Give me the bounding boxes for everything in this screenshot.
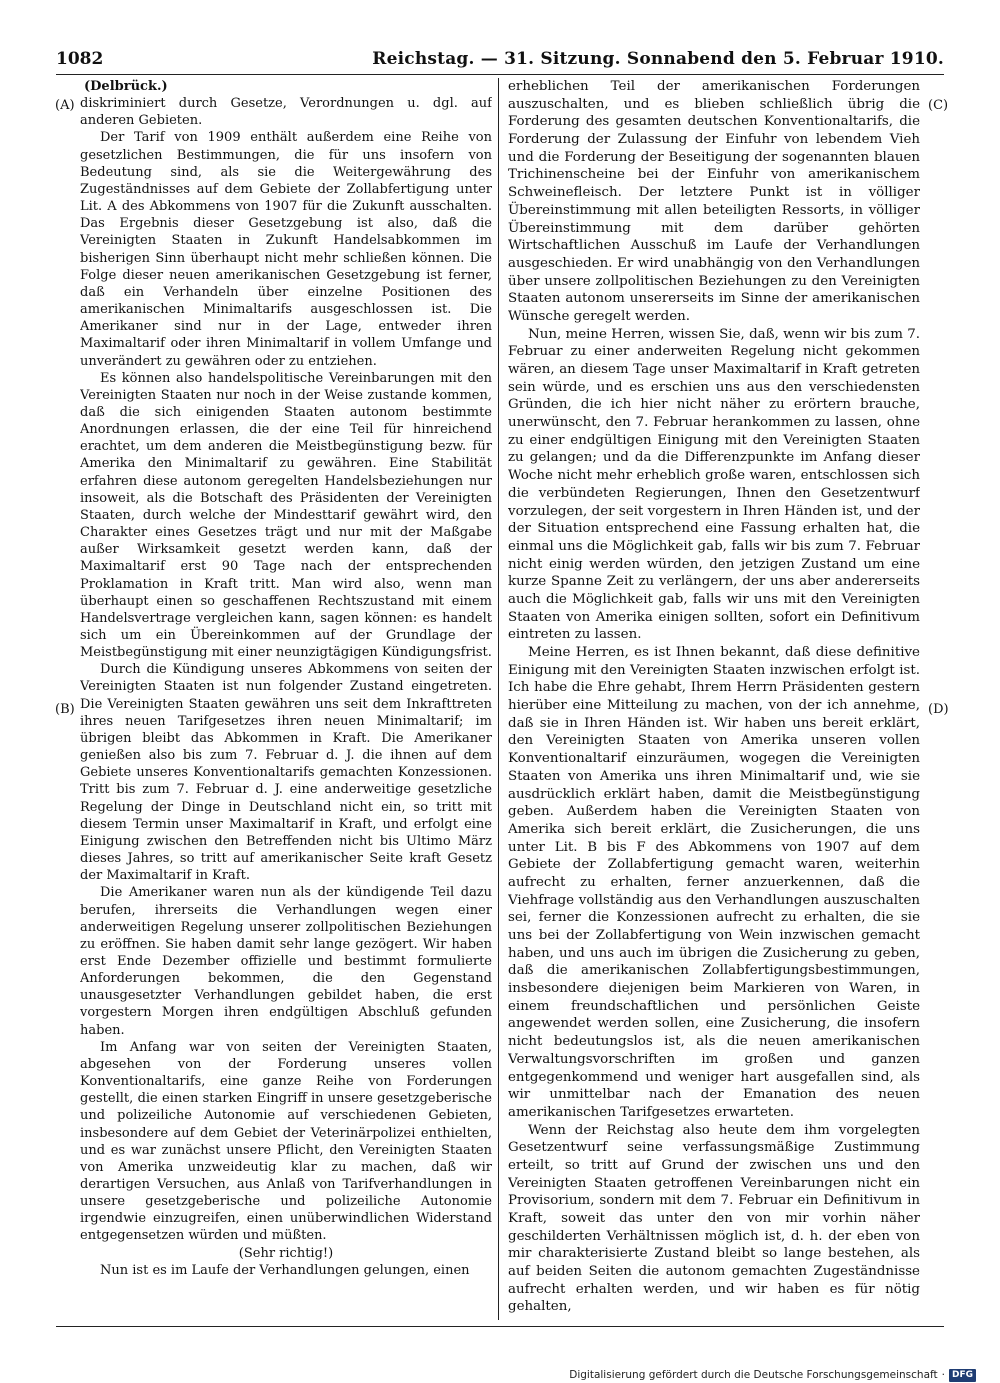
paragraph: diskriminiert durch Gesetze, Verordnungen u. dgl. auf anderen Gebieten. (80, 96, 492, 129)
credit-text: Digitalisierung gefördert durch die Deutsche Forschungsgemeinschaft (569, 1369, 938, 1381)
column-divider (498, 78, 499, 1320)
bottom-rule (56, 1326, 944, 1327)
paragraph: Nun, meine Herren, wissen Sie, daß, wenn wir bis zum 7. Februar zu einer anderweiten Regelung nicht gekommen wären, an diesem Tage unser Maximaltarif in Kraft getreten sein würde, und es erschien uns aus den verschiedensten Gründen, die ich hier nicht näher zu erörtern brauche, unerwünscht, den 7. Februar herankommen zu lassen, ohne zu einer endgültigen Einigung mit den Vereinigten Staaten zu gelangen; und da die Differenzpunkte im Anfang dieser Woche nicht mehr erheblich große waren, entschlossen sich die verbündeten Regierungen, Ihnen den Gesetzentwurf vorzulegen, der seit vorgestern in Ihren Händen ist, und der der Situation entsprechend eine Fassung erhalten hat, die einmal uns die Möglichkeit gab, falls wir bis zum 7. Februar nicht einig werden würden, den jetzigen Zustand um eine kurze Spanne Zeit zu verlängern, der uns aber andererseits auch die Möglichkeit gab, falls wir uns mit den Vereinigten Staaten von Amerika einigen sollten, sofort ein Definitivum eintreten zu lassen. (508, 326, 920, 643)
paragraph: Nun ist es im Laufe der Verhandlungen gelungen, einen (100, 1262, 470, 1278)
paragraph: Im Anfang war von seiten der Vereinigten Staaten, abgesehen von der Forderung unseres vollen Konventionaltarifs, eine ganze Reihe von Forderungen gestellt, die einen starken Eingriff in unsere gesetzgeberische und polizeiliche Autonomie auf verschiedenen Gebieten, insbesondere auf dem Gebiet der Veterinärpolizei enthielten, und es war zunächst unsere Pflicht, den Vereinigten Staaten von Amerika unzweideutig klar zu machen, daß wir derartigen Versuchen, aus Anlaß von Tarifverhandlungen in unsere gesetzgeberische und polizeiliche Autonomie irgendwie einzugreifen, einen unüberwindlichen Widerstand entgegensetzen würden und müßten. (80, 1039, 492, 1244)
paragraph: Der Tarif von 1909 enthält außerdem eine Reihe von gesetzlichen Bestimmungen, die für uns insofern von Bedeutung sind, als sie die Weitergewährung des Zugeständnisses auf dem Gebiete der Zollabfertigung unter Lit. A des Abkommens von 1907 für die Zukunft ausschalten. Das Ergebnis dieser Gesetzgebung ist also, daß die Vereinigten Staaten in Zukunft Handelsabkommen im bisherigen Sinn überhaupt nicht mehr schließen können. Die Folge dieser neuen amerikanischen Gesetzgebung ist ferner, daß ein Verhandeln über einzelne Positionen des amerikanischen Minimaltarifs ausgeschlossen ist. Die Amerikaner sind nur in der Lage, entweder ihren Maximaltarif oder ihren Minimaltarif in vollem Umfange und unverändert zu gewähren oder zu entziehen. (80, 130, 492, 369)
margin-mark-a: (A) (55, 98, 75, 113)
page-number: 1082 (56, 49, 104, 69)
paragraph: Wenn der Reichstag also heute dem ihm vorgelegten Gesetzentwurf seine verfassungsmäßige Zustimmung erteilt, so tritt auf Grund der zwischen uns und den Vereinigten Staaten getroffenen Vereinbarungen nicht ein Provisorium, sondern mit dem 7. Februar ein Definitivum in Kraft, soweit das unter den von mir vorhin näher geschilderten Verhältnissen möglich ist, d. h. der eben von mir charakterisierte Zustand bleibt so lange bestehen, als auf beiden Seiten die autonom gemachten Zugeständnisse aufrecht erhalten werden, und wir haben es für nötig gehalten, (508, 1122, 920, 1315)
running-head: Reichstag. — 31. Sitzung. Sonnabend den 5. Februar 1910. (372, 49, 944, 69)
interjection: (Sehr richtig!) (238, 1245, 334, 1261)
digitization-credit: Digitalisierung gefördert durch die Deutsche Forschungsgemeinschaft · DFG (569, 1368, 976, 1382)
paragraph: Es können also handelspolitische Vereinbarungen mit den Vereinigten Staaten nur noch in der Weise zustande kommen, daß die sich einigenden Staaten autonom bestimmte Anordnungen erlassen, die der eine Teil für hinreichend erachtet, um dem anderen die Meistbegünstigung bezw. für Amerika den Minimaltarif zu gewähren. Eine Stabilität erfahren diese autonom geregelten Handelsbeziehungen nur insoweit, als die Botschaft des Präsidenten der Vereinigten Staaten, durch welche der Mindesttarif gewährt wird, den Charakter eines Gesetzes trägt und nur mit der Maßgabe außer Wirksamkeit gesetzt werden kann, daß der Maximaltarif erst 90 Tage nach der entsprechenden Proklamation in Kraft tritt. Man wird also, wenn man überhaupt einen so geschaffenen Rechtszustand mit einem Handelsvertrage vergleichen kann, sagen können: es handelt sich um ein Übereinkommen auf der Grundlage der Meistbegünstigung mit einer neunzigtägigen Kündigungsfrist. (80, 370, 492, 661)
left-column (80, 78, 492, 1320)
dfg-logo: DFG (949, 1369, 976, 1382)
right-column (508, 78, 920, 1320)
page-header (56, 44, 944, 74)
paragraph: Meine Herren, es ist Ihnen bekannt, daß diese definitive Einigung mit den Vereinigten Staaten inzwischen erfolgt ist. Ich habe die Ehre gehabt, Ihrem Herrn Präsidenten gestern hierüber eine Mitteilung zu machen, von der ich annehme, daß sie in Ihren Händen ist. Wir haben uns bereit erklärt, den Vereinigten Staaten von Amerika unseren vollen Konventionaltarif einzuräumen, wogegen die Vereinigten Staaten von Amerika uns ihren Minimaltarif und, wie sie ausdrücklich erklärt haben, damit die Meistbegünstigung geben. Außerdem haben die Vereinigten Staaten von Amerika sich bereit erklärt, die Zusicherungen, die uns unter Lit. B bis F des Abkommens von 1907 auf dem Gebiete der Zollabfertigung gemacht waren, weiterhin aufrecht zu erhalten, ferner anzuerkennen, daß die Viehfrage vollständig aus den Verhandlungen auszuschalten sei, ferner die Konzessionen aufrecht zu erhalten, die sie uns bei der Zollabfertigung von Wein inzwischen gemacht haben, und uns auch im übrigen die Zusicherung zu geben, daß die amerikanischen Zollabfertigungsbestimmungen, insbesondere diejenigen beim Markieren von Waren, in einem freundschaftlichen und persönlichen Geiste angewendet werden sollen, eine Zusicherung, die insofern nicht bedeutungslos ist, als die neuen amerikanischen Verwaltungsvorschriften im großen und ganzen entgegenkommend und weniger hart ausgefallen sind, als wir unmittelbar nach der Emanation des neuen amerikanischen Tarifgesetzes erwarteten. (508, 645, 920, 1120)
header-rule (56, 74, 944, 75)
margin-mark-c: (C) (928, 98, 949, 113)
speaker-name: (Delbrück.) (84, 79, 168, 94)
paragraph: erheblichen Teil der amerikanischen Forderungen auszuschalten, und es blieben schließlich übrig die Forderung des gesamten deutschen Konventionaltarifs, die Forderung der Zulassung der Einfuhr von lebendem Vieh und die Forderung der Beseitigung der sogenannten blauen Trichinenscheine bei der Einfuhr von amerikanischem Schweinefleisch. Der letztere Punkt ist in völliger Übereinstimmung mit allen beteiligten Ressorts, in völliger Übereinstimmung mit dem darüber gehörten Wirtschaftlichen Ausschuß im Laufe der Verhandlungen ausgeschieden. Er wird unabhängig von den Verhandlungen über unsere zollpolitischen Beziehungen zu den Vereinigten Staaten autonom unsererseits im Sinne der amerikanischen Wünsche geregelt werden. (508, 79, 920, 324)
paragraph: Die Amerikaner waren nun als der kündigende Teil dazu berufen, ihrerseits die Verhandlungen wegen einer anderweitigen Regelung unserer zollpolitischen Beziehungen zu eröffnen. Sie haben damit sehr lange gezögert. Wir haben erst Ende Dezember offizielle und bestimmt formulierte Anforderungen bekommen, die den Gegenstand unausgesetzter Verhandlungen gebildet haben, die erst vorgestern Morgen ihren endgültigen Abschluß gefunden haben. (80, 885, 492, 1038)
margin-mark-d: (D) (928, 702, 949, 717)
paragraph: Durch die Kündigung unseres Abkommens von seiten der Vereinigten Staaten ist nun folgender Zustand eingetreten. Die Vereinigten Staaten gewähren uns seit dem Inkrafttreten ihres neuen Tarifgesetzes ihren neuen Minimaltarif; im übrigen bleibt das Abkommen in Kraft. Die Amerikaner genießen also bis zum 7. Februar d. J. die ihnen auf dem Gebiete unseres Konventionaltarifs gemachten Konzessionen. Tritt bis zum 7. Februar d. J. eine anderweitige gesetzliche Regelung der Dinge in Deutschland nicht ein, so tritt mit diesem Termin unser Maximaltarif in Kraft, und erfolgt eine Einigung zwischen den Betreffenden nicht bis Ultimo März dieses Jahres, so tritt auf amerikanischer Seite kraft Gesetz der Maximaltarif in Kraft. (80, 662, 492, 884)
margin-mark-b: (B) (55, 702, 75, 717)
